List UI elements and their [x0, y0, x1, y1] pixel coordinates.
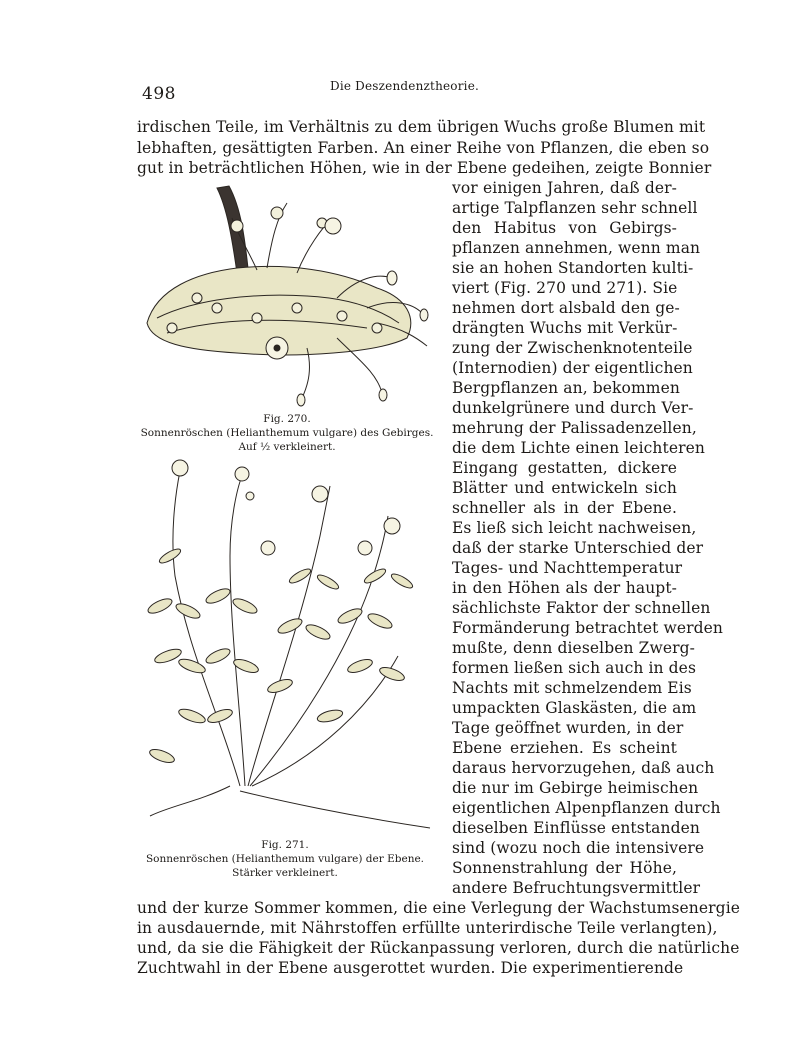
running-title: Die Deszendenztheorie. — [330, 79, 480, 93]
figure-271-caption: Sonnenröschen (Helianthemum vulgare) der Ebene. — [145, 853, 425, 865]
column-line: schneller als in der Ebene. — [452, 499, 677, 517]
figure-271-illustration — [130, 456, 440, 836]
column-line: die nur im Gebirge heimischen — [452, 779, 699, 797]
column-line: mehrung der Palissadenzellen, — [452, 419, 697, 437]
column-line: sie an hohen Standorten kulti- — [452, 259, 694, 277]
column-line: Ebene erziehen. Es scheint — [452, 739, 677, 757]
page-number: 498 — [142, 84, 176, 104]
column-line: Eingang gestatten, dickere — [452, 459, 677, 477]
figure-270-illustration — [137, 178, 437, 408]
column-line: pflanzen annehmen, wenn man — [452, 239, 701, 257]
column-line: daß der starke Unterschied der — [452, 539, 704, 557]
text-line: Zuchtwahl in der Ebene ausgerottet wurden. Die experimentierende — [137, 959, 684, 977]
column-line: formen ließen sich auch in des — [452, 659, 697, 677]
text-line: gut in beträchtlichen Höhen, wie in der Ebene gedeihen, zeigte Bonnier — [137, 159, 712, 177]
column-line: Tages- und Nachttemperatur — [452, 559, 683, 577]
text-line: irdischen Teile, im Verhältnis zu dem übrigen Wuchs große Blumen mit — [137, 118, 706, 136]
column-line: Formänderung betrachtet werden — [452, 619, 724, 637]
column-line: viert (Fig. 270 und 271). Sie — [452, 279, 678, 297]
column-line: Es ließ sich leicht nachweisen, — [452, 519, 697, 537]
column-line: andere Befruchtungsvermittler — [452, 879, 701, 897]
column-line: sind (wozu noch die intensivere — [452, 839, 705, 857]
column-line: vor einigen Jahren, daß der- — [452, 179, 677, 197]
column-line: Tage geöffnet wurden, in der — [452, 719, 684, 737]
column-line: (Internodien) der eigentlichen — [452, 359, 693, 377]
column-line: die dem Lichte einen leichteren — [452, 439, 705, 457]
column-line: in den Höhen als der haupt- — [452, 579, 677, 597]
column-line: daraus hervorzugehen, daß auch — [452, 759, 715, 777]
column-line: nehmen dort alsbald den ge- — [452, 299, 680, 317]
alpine-helianthemum-cushion-icon — [137, 178, 437, 408]
text-line: und der kurze Sommer kommen, die eine Verlegung der Wachstumsenergie — [137, 899, 741, 917]
figure-270-caption: Sonnenröschen (Helianthemum vulgare) des Gebirges. — [140, 427, 434, 439]
figure-270-caption-note: Auf ½ verkleinert. — [238, 441, 336, 453]
column-line: umpackten Glaskästen, die am — [452, 699, 697, 717]
column-line: Bergpflanzen an, bekommen — [452, 379, 680, 397]
column-line: Nachts mit schmelzendem Eis — [452, 679, 692, 697]
column-line: artige Talpflanzen sehr schnell — [452, 199, 698, 217]
column-line: eigentlichen Alpenpflanzen durch — [452, 799, 721, 817]
column-line: drängten Wuchs mit Verkür- — [452, 319, 678, 337]
column-line: dieselben Einflüsse entstanden — [452, 819, 700, 837]
column-line: Sonnenstrahlung der Höhe, — [452, 859, 677, 877]
figure-271-label: Fig. 271. — [261, 839, 309, 851]
figure-270-label: Fig. 270. — [263, 413, 311, 425]
column-line: mußte, denn dieselben Zwerg- — [452, 639, 695, 657]
column-line: dunkelgrünere und durch Ver- — [452, 399, 694, 417]
text-line: und, da sie die Fähigkeit der Rückanpassung verloren, durch die natürliche — [137, 939, 740, 957]
text-line: in ausdauernde, mit Nährstoffen erfüllte unterirdische Teile verlangten), — [137, 919, 718, 937]
column-line: zung der Zwischenknotenteile — [452, 339, 693, 357]
lowland-helianthemum-sprawling-icon — [130, 456, 440, 836]
column-line: sächlichste Faktor der schnellen — [452, 599, 711, 617]
column-line: den Habitus von Gebirgs- — [452, 219, 677, 237]
figure-271-caption-note: Stärker verkleinert. — [232, 867, 338, 879]
column-line: Blätter und entwickeln sich — [452, 479, 677, 497]
text-line: lebhaften, gesättigten Farben. An einer Reihe von Pflanzen, die eben so — [137, 139, 710, 157]
